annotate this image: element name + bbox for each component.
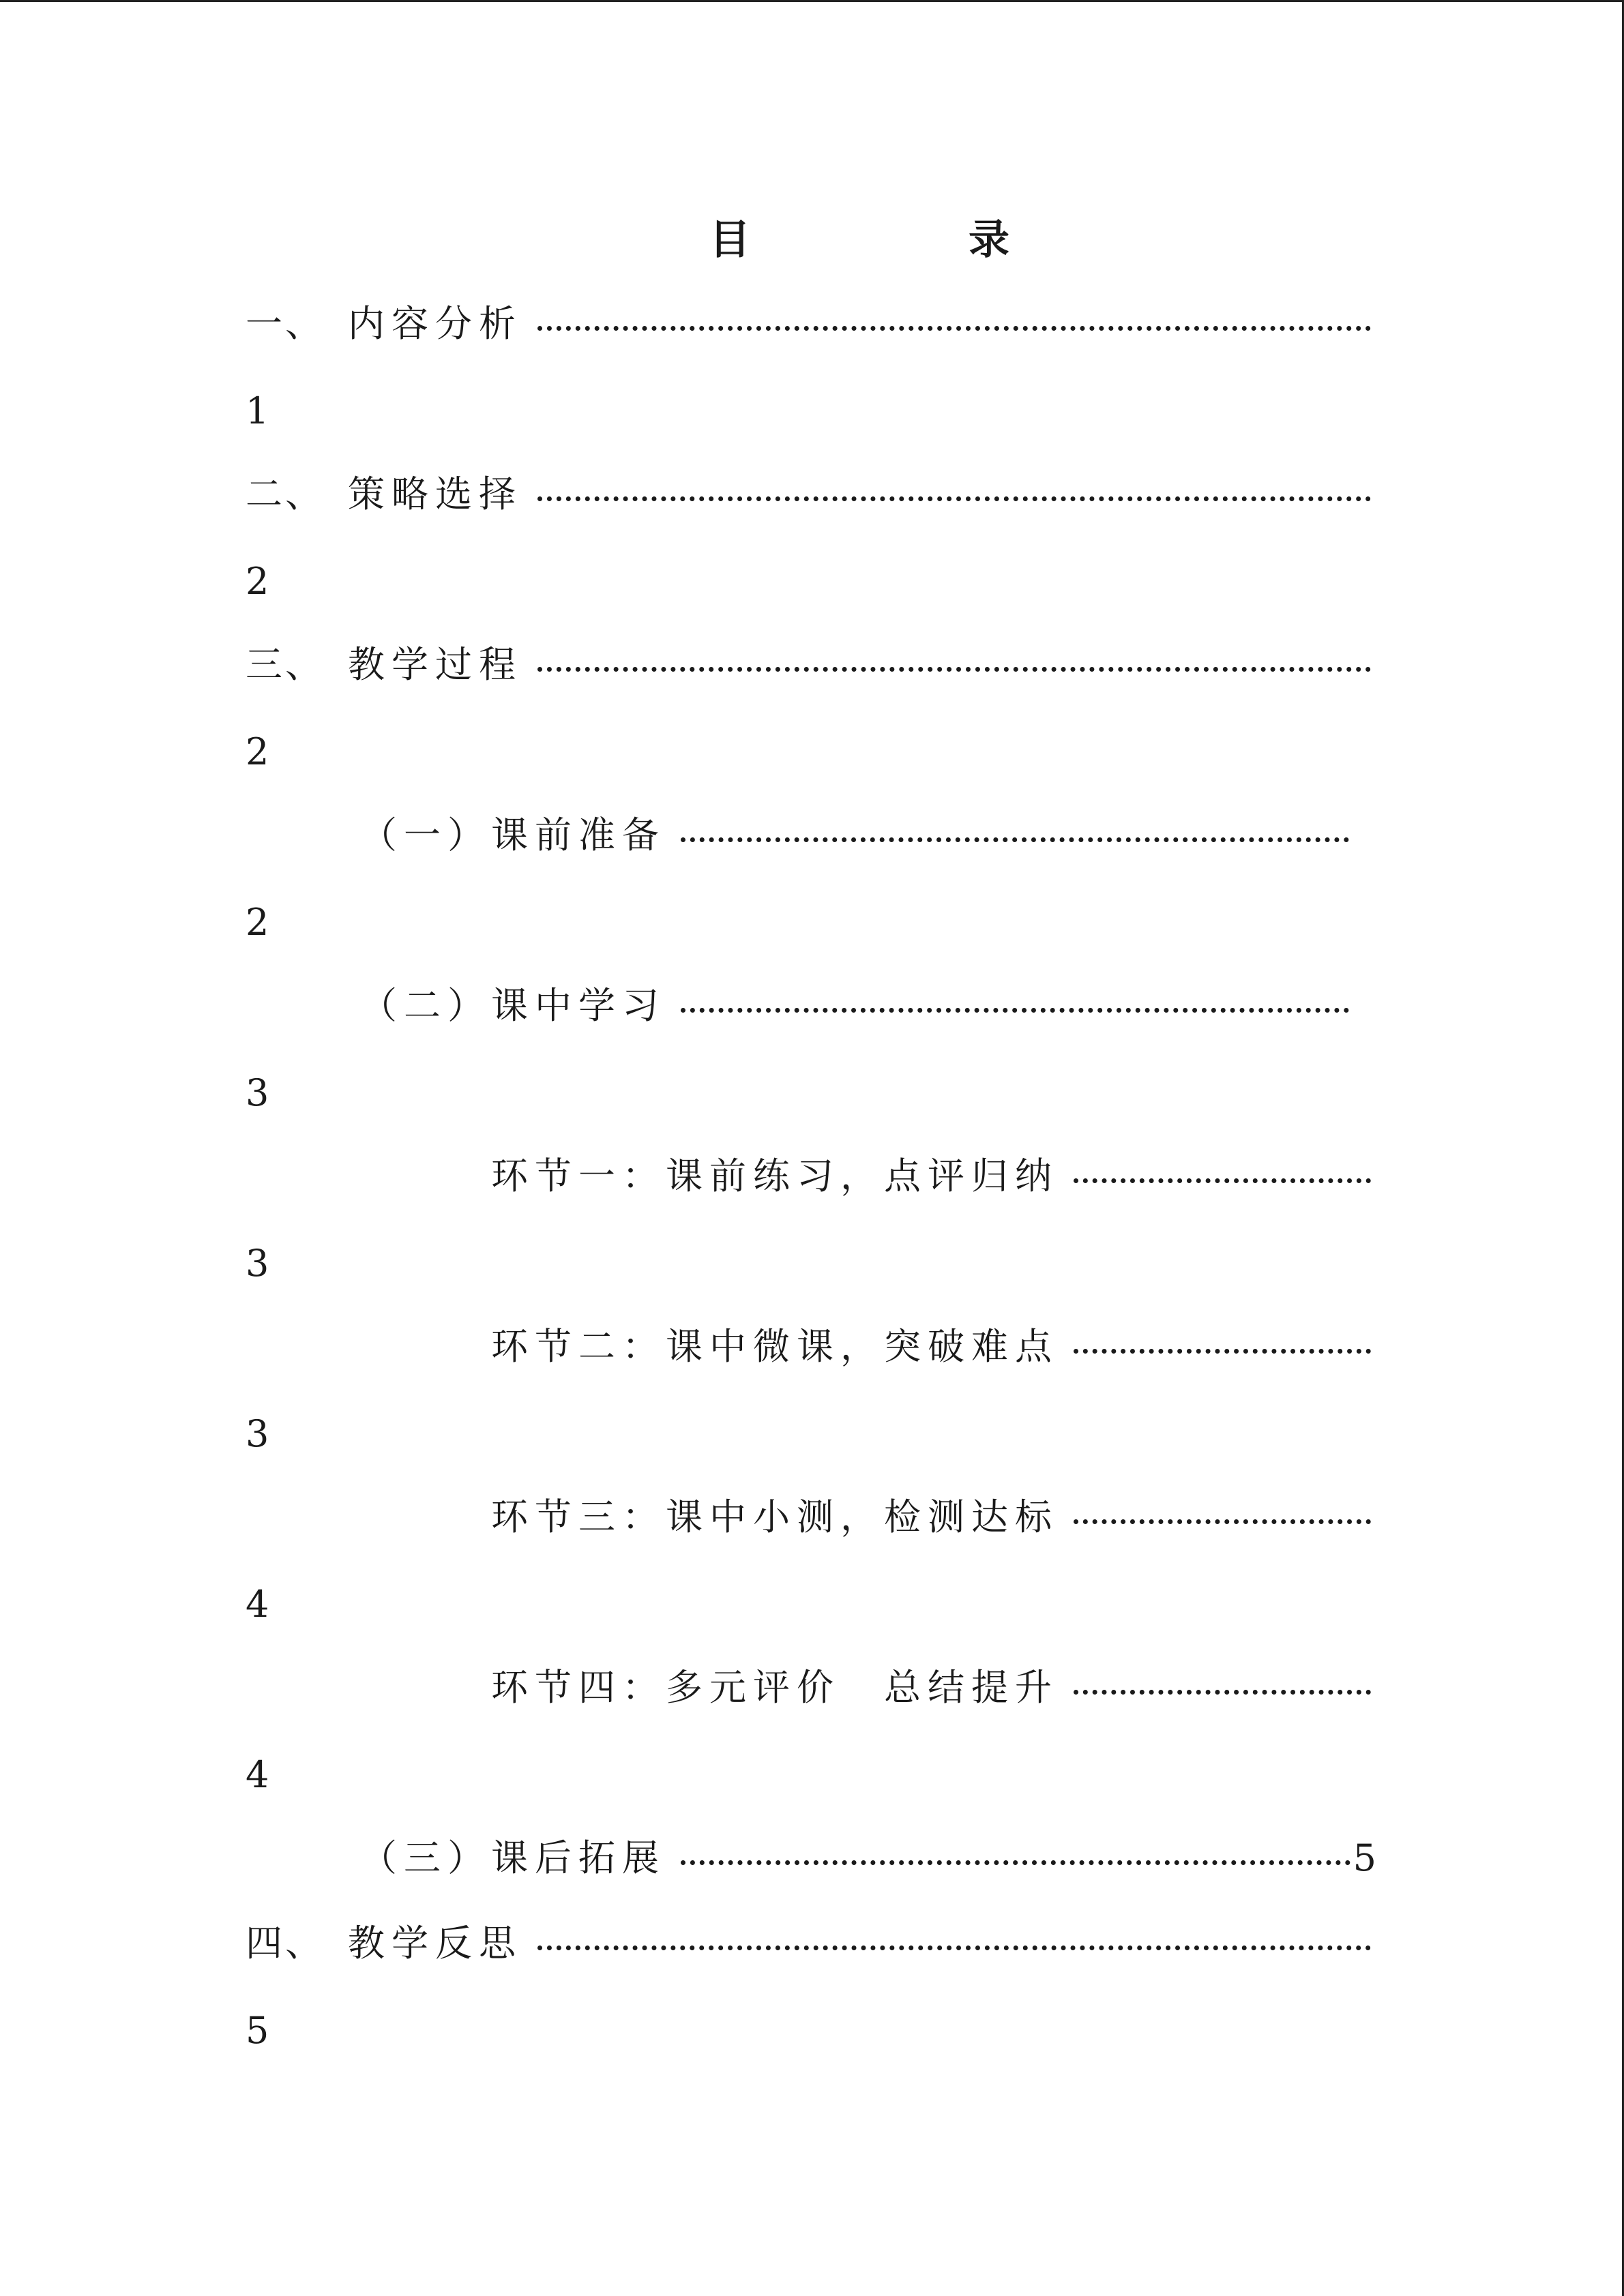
toc-dot-leader bbox=[537, 496, 1371, 501]
toc-page-number: 2 bbox=[246, 560, 269, 603]
toc-entry-label: 环节二：课中微课，突破难点 bbox=[491, 1325, 1059, 1368]
toc-entry-teaching-process[interactable] bbox=[246, 641, 1371, 689]
toc-entry-strategy[interactable] bbox=[246, 471, 1371, 518]
toc-dot-leader bbox=[537, 326, 1371, 331]
toc-title-right: 录 bbox=[969, 216, 1009, 264]
toc-page-number: 3 bbox=[246, 1071, 269, 1114]
toc-entry-stage-one[interactable] bbox=[491, 1152, 1371, 1200]
toc-entry-label: 环节一：课前练习，点评归纳 bbox=[491, 1154, 1059, 1197]
toc-page-number: 3 bbox=[246, 1242, 269, 1285]
toc-dot-leader bbox=[1074, 1178, 1371, 1183]
toc-entry-stage-four[interactable] bbox=[491, 1664, 1371, 1712]
toc-entry-number: 二、 bbox=[246, 473, 325, 516]
toc-entry-label: 环节四：多元评价 总结提升 bbox=[491, 1666, 1059, 1709]
toc-page-number: 3 bbox=[246, 1412, 269, 1455]
toc-dot-leader bbox=[537, 667, 1371, 672]
toc-page-number: 2 bbox=[246, 901, 269, 944]
toc-entry-label: （二）课中学习 bbox=[360, 984, 666, 1027]
toc-title-left: 目 bbox=[709, 216, 750, 264]
toc-page-number: 2 bbox=[246, 730, 269, 773]
toc-dot-leader bbox=[681, 1860, 1350, 1865]
toc-page-number: 4 bbox=[246, 1753, 269, 1796]
toc-entry-number: 三、 bbox=[246, 643, 325, 686]
toc-page-number: 5 bbox=[1353, 1836, 1376, 1879]
toc-entry-label: 教学过程 bbox=[348, 643, 522, 686]
toc-dot-leader bbox=[537, 1945, 1371, 1950]
toc-page-number: 4 bbox=[246, 1583, 269, 1626]
toc-entry-label: 环节三：课中小测，检测达标 bbox=[491, 1495, 1059, 1538]
toc-dot-leader bbox=[681, 837, 1349, 842]
toc-title bbox=[709, 213, 1009, 267]
toc-entry-label: 策略选择 bbox=[348, 473, 522, 516]
toc-entry-stage-two[interactable] bbox=[491, 1323, 1371, 1371]
toc-entry-pre-class[interactable] bbox=[360, 811, 1349, 859]
toc-page-number: 5 bbox=[246, 2009, 269, 2052]
toc-page-number: 1 bbox=[246, 389, 269, 432]
toc-entry-number: 一、 bbox=[246, 302, 325, 345]
toc-dot-leader bbox=[1074, 1349, 1371, 1354]
toc-entry-content-analysis[interactable] bbox=[246, 300, 1371, 348]
toc-entry-label: （三）课后拓展 bbox=[360, 1836, 666, 1879]
toc-entry-label: 教学反思 bbox=[348, 1922, 522, 1965]
toc-dot-leader bbox=[681, 1008, 1349, 1013]
toc-entry-stage-three[interactable] bbox=[491, 1493, 1371, 1541]
toc-entry-label: （一）课前准备 bbox=[360, 814, 666, 856]
toc-entry-after-class[interactable] bbox=[360, 1834, 1376, 1882]
toc-entry-reflection[interactable] bbox=[246, 1920, 1371, 1967]
toc-entry-in-class[interactable] bbox=[360, 982, 1349, 1030]
toc-entry-number: 四、 bbox=[246, 1922, 325, 1965]
toc-dot-leader bbox=[1074, 1519, 1371, 1524]
toc-dot-leader bbox=[1074, 1690, 1371, 1695]
toc-entry-label: 内容分析 bbox=[348, 302, 522, 345]
